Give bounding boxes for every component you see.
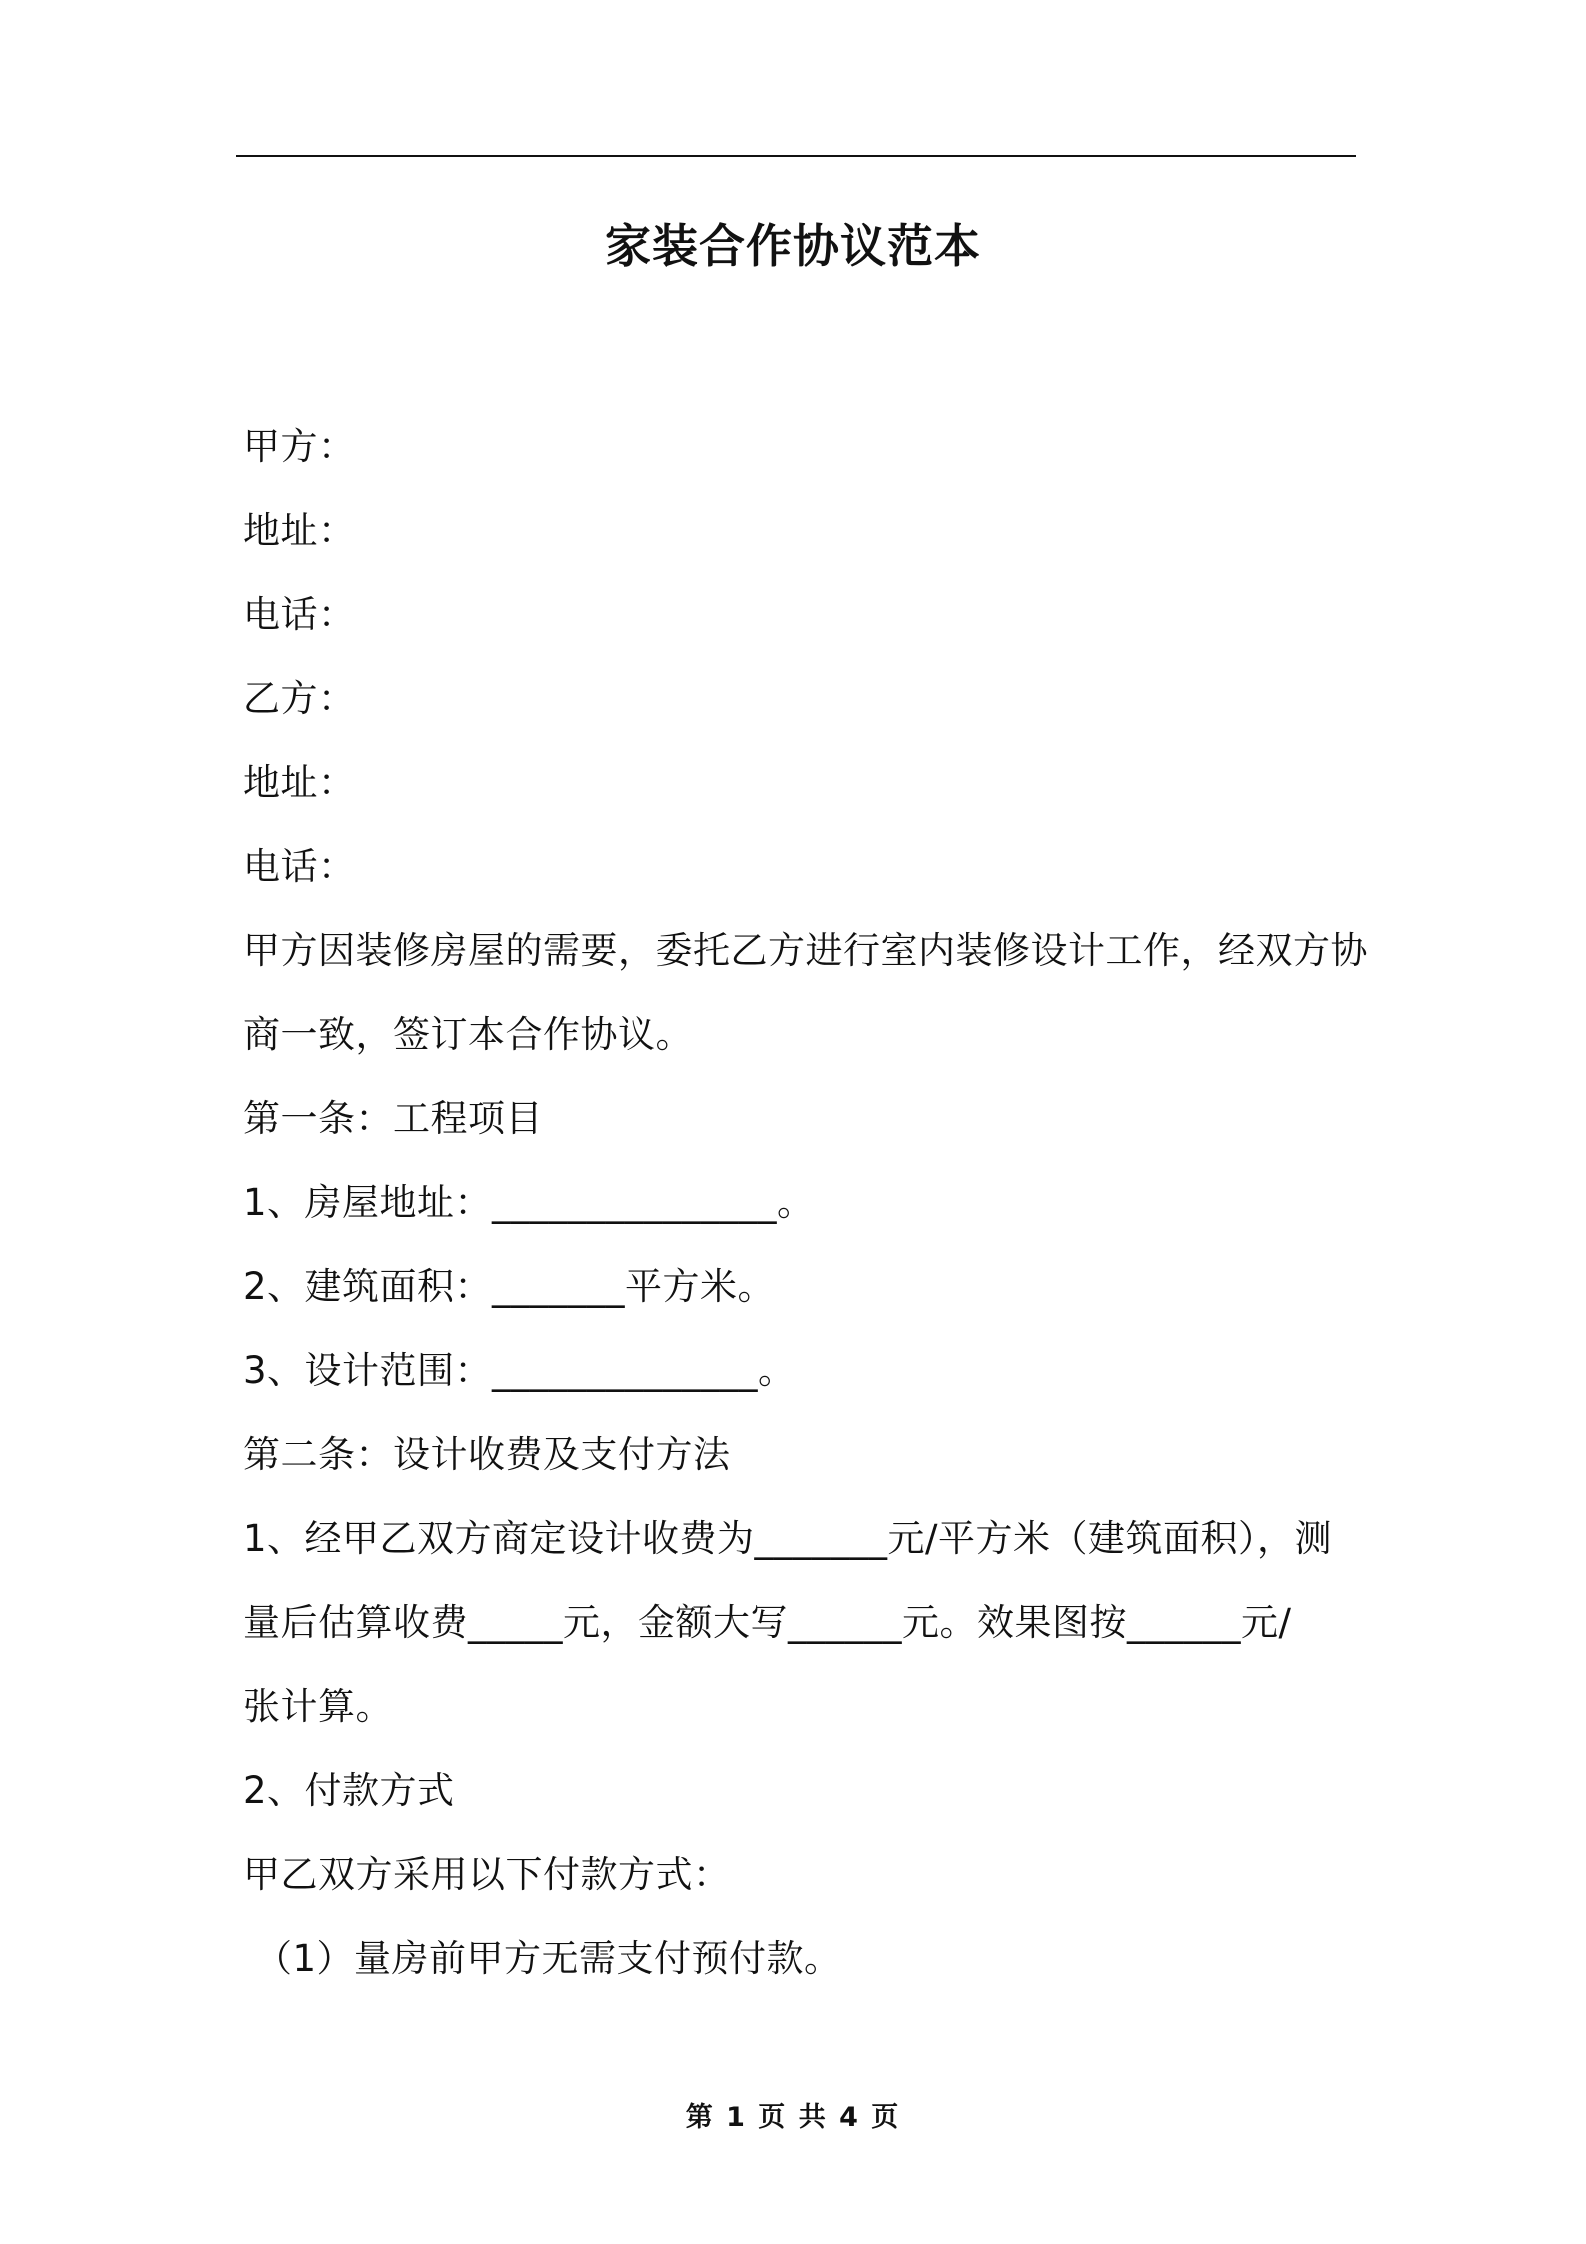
article-2-heading: 第二条：设计收费及支付方法 bbox=[243, 1433, 731, 1476]
article-2-payment-item-1: （1）量房前甲方无需支付预付款。 bbox=[255, 1937, 842, 1980]
article-2-payment-intro: 甲乙双方采用以下付款方式： bbox=[243, 1853, 731, 1896]
party-b-label: 乙方： bbox=[243, 677, 356, 720]
article-2-fee-line-1: 1、经甲乙双方商定设计收费为_______元/平方米（建筑面积），测 bbox=[243, 1517, 1333, 1560]
article-1-item-scope: 3、设计范围：______________。 bbox=[243, 1349, 796, 1392]
article-2-payment-heading: 2、付款方式 bbox=[243, 1769, 455, 1812]
party-b-phone: 电话： bbox=[243, 845, 356, 888]
preamble-line-2: 商一致，签订本合作协议。 bbox=[243, 1013, 693, 1056]
article-2-fee-line-3: 张计算。 bbox=[243, 1685, 393, 1728]
article-1-item-area: 2、建筑面积：_______平方米。 bbox=[243, 1265, 776, 1308]
party-a-label: 甲方： bbox=[243, 425, 356, 468]
article-1-heading: 第一条：工程项目 bbox=[243, 1097, 543, 1140]
party-b-address: 地址： bbox=[243, 761, 356, 804]
document-title: 家装合作协议范本 bbox=[605, 219, 981, 273]
party-a-address: 地址： bbox=[243, 509, 356, 552]
preamble-line-1: 甲方因装修房屋的需要，委托乙方进行室内装修设计工作，经双方协 bbox=[243, 929, 1368, 972]
party-a-phone: 电话： bbox=[243, 593, 356, 636]
header-rule bbox=[236, 155, 1356, 157]
document-body bbox=[243, 405, 1368, 2001]
article-2-fee-line-2: 量后估算收费_____元，金额大写______元。效果图按______元/ bbox=[243, 1601, 1292, 1644]
page-number-footer: 第 1 页 共 4 页 bbox=[685, 2102, 901, 2133]
article-1-item-address: 1、房屋地址：_______________。 bbox=[243, 1181, 815, 1224]
